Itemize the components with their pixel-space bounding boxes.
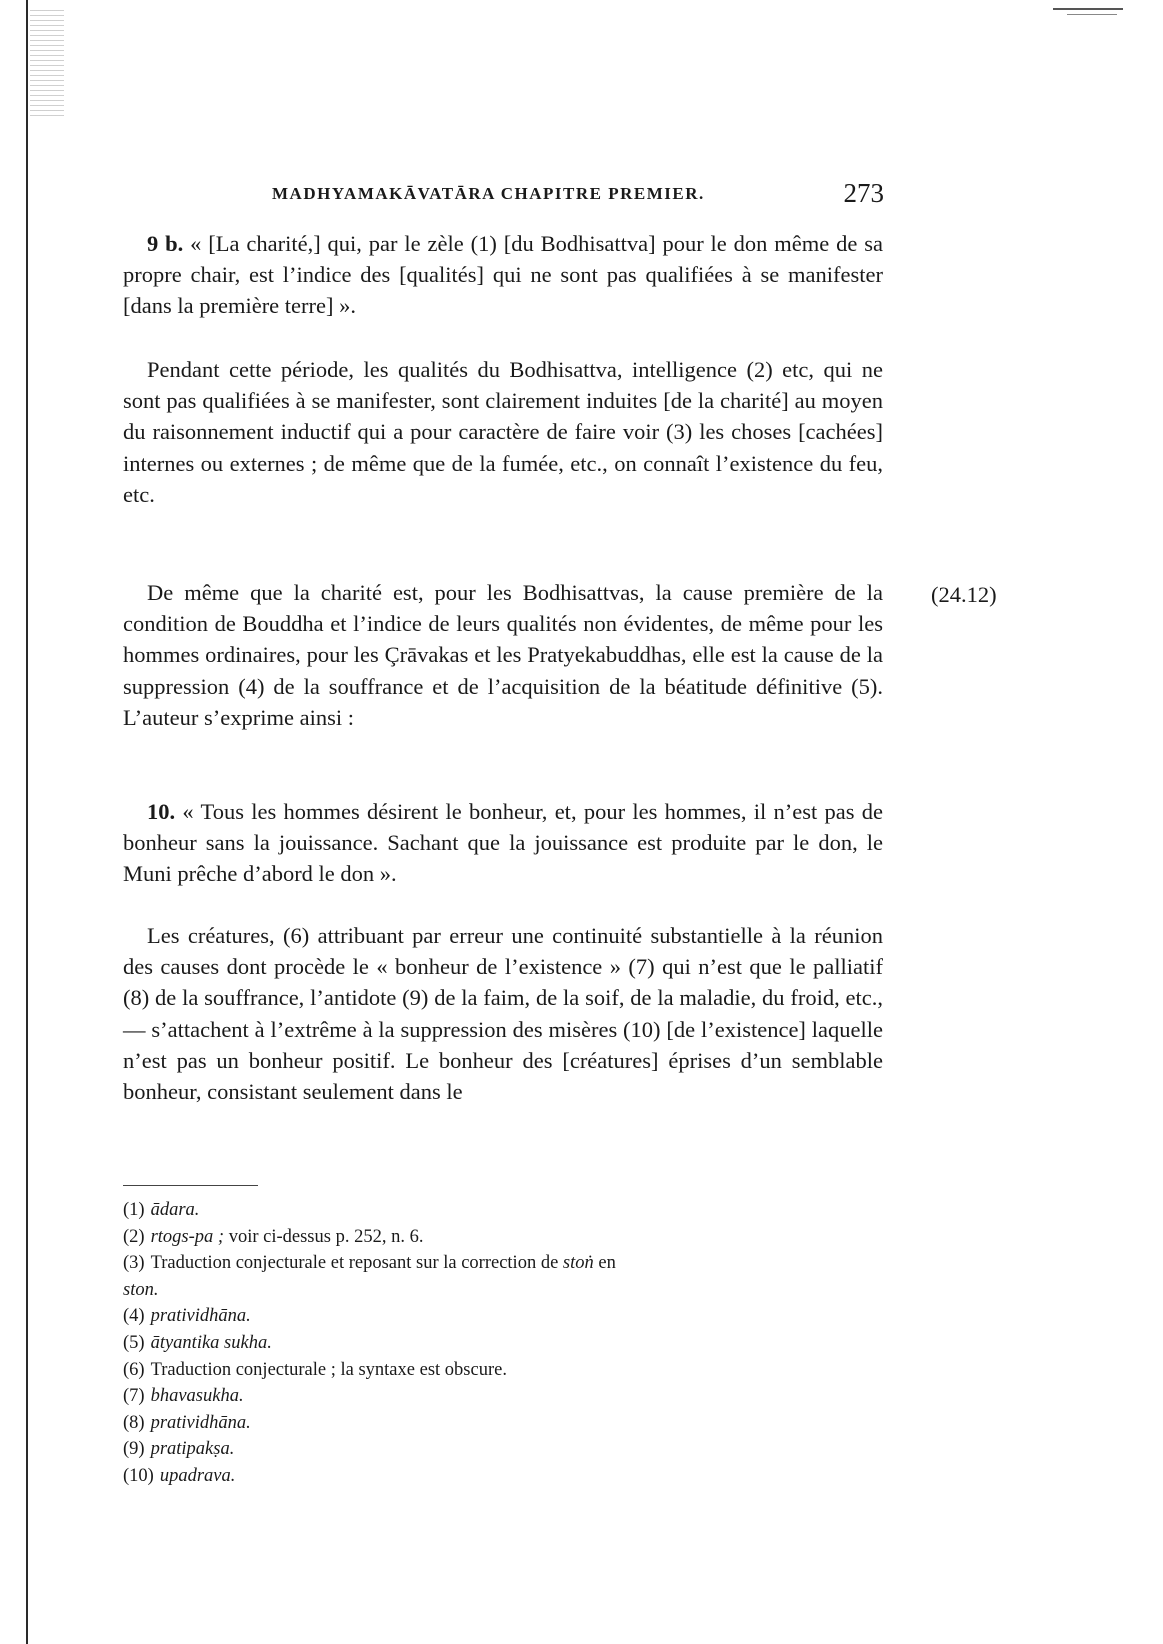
footnote-2: (2) rtogs-pa ; voir ci-dessus p. 252, n. 6. bbox=[123, 1226, 424, 1247]
running-header bbox=[272, 178, 884, 208]
paragraph-1: Pendant cette période, les qualités du Bodhisattva, intelligence (2) etc, qui ne sont pas qualifiées à se manifester, sont clairement induites [de la charité] au moyen du raisonnement inductif qui a pour caractère de faire voir (3) les choses [cachées] internes ou externes ; de même que de la fumée, etc., on connaît l’existence du feu, etc. bbox=[123, 357, 883, 507]
footnote-6: (6) Traduction conjecturale ; la syntaxe est obscure. bbox=[123, 1359, 507, 1380]
footnote-8: (8) pratividhāna. bbox=[123, 1412, 251, 1433]
footnote-1: (1) ādara. bbox=[123, 1200, 200, 1220]
verse-10 bbox=[123, 796, 883, 890]
footnote-divider bbox=[123, 1185, 258, 1186]
verse-10-text: « Tous les hommes désirent le bonheur, et, pour les hommes, il n’est pas de bonheur sans la jouissance. Sachant que la jouissance est produite par le don, le Muni prêche d’abord le don ». bbox=[123, 799, 884, 887]
verse-9b bbox=[123, 228, 883, 322]
verse-10-number: 10. bbox=[147, 799, 176, 824]
footnote-7: (7) bhavasukha. bbox=[123, 1386, 244, 1407]
footnote-3: (3) Traduction conjecturale et reposant sur la correction de stoṅ en ston. bbox=[123, 1253, 616, 1300]
scan-top-rule-secondary bbox=[1067, 14, 1117, 15]
footnote-9: (9) pratipakṣa. bbox=[123, 1439, 235, 1460]
footnote-5: (5) ātyantika sukha. bbox=[123, 1332, 272, 1353]
paragraph-3: Les créatures, (6) attribuant par erreur une continuité substantielle à la réunion des causes dont procède le « bonheur de l’existence » (7) qui n’est que le palliatif (8) de la souffrance, l’antidote (9) de la faim, de la soif, de la maladie, du froid, etc., — s’attachent à l’extrême à la suppression des misères (10) [de l’existence] laquelle n’est pas un bonheur positif. Le bonheur des [créatures] éprises d’un semblable bonheur, consistant seulement dans le bbox=[123, 923, 883, 1105]
scan-edge-line bbox=[26, 0, 28, 1644]
footnote-4: (4) pratividhāna. bbox=[123, 1306, 251, 1327]
scan-top-rule bbox=[1053, 8, 1123, 10]
paragraph-2: De même que la charité est, pour les Bodhisattvas, la cause première de la condition de Bouddha et l’indice de leurs qualités non évidentes, de même pour les hommes ordinaires, pour les Çrāvakas et les Pratyekabuddhas, elle est la cause de la suppression (4) de la souffrance et de l’acquisition de la béatitude définitive (5). L’auteur s’exprime ainsi : bbox=[123, 580, 883, 730]
verse-9b-number: 9 b. bbox=[147, 231, 184, 256]
scan-speckle bbox=[30, 10, 64, 120]
footnote-10: (10) upadrava. bbox=[123, 1465, 236, 1486]
running-title: MADHYAMAKĀVATĀRA CHAPITRE PREMIER. bbox=[272, 184, 705, 203]
footnotes-list bbox=[123, 1197, 893, 1490]
verse-9b-text: « [La charité,] qui, par le zèle (1) [du Bodhisattva] pour le don même de sa propre chair, est l’indice des [qualités] qui ne sont pas qualifiées à se manifester [dans la première terre] ». bbox=[123, 231, 883, 319]
margin-reference: (24.12) bbox=[931, 582, 997, 607]
page-number: 273 bbox=[843, 178, 884, 208]
